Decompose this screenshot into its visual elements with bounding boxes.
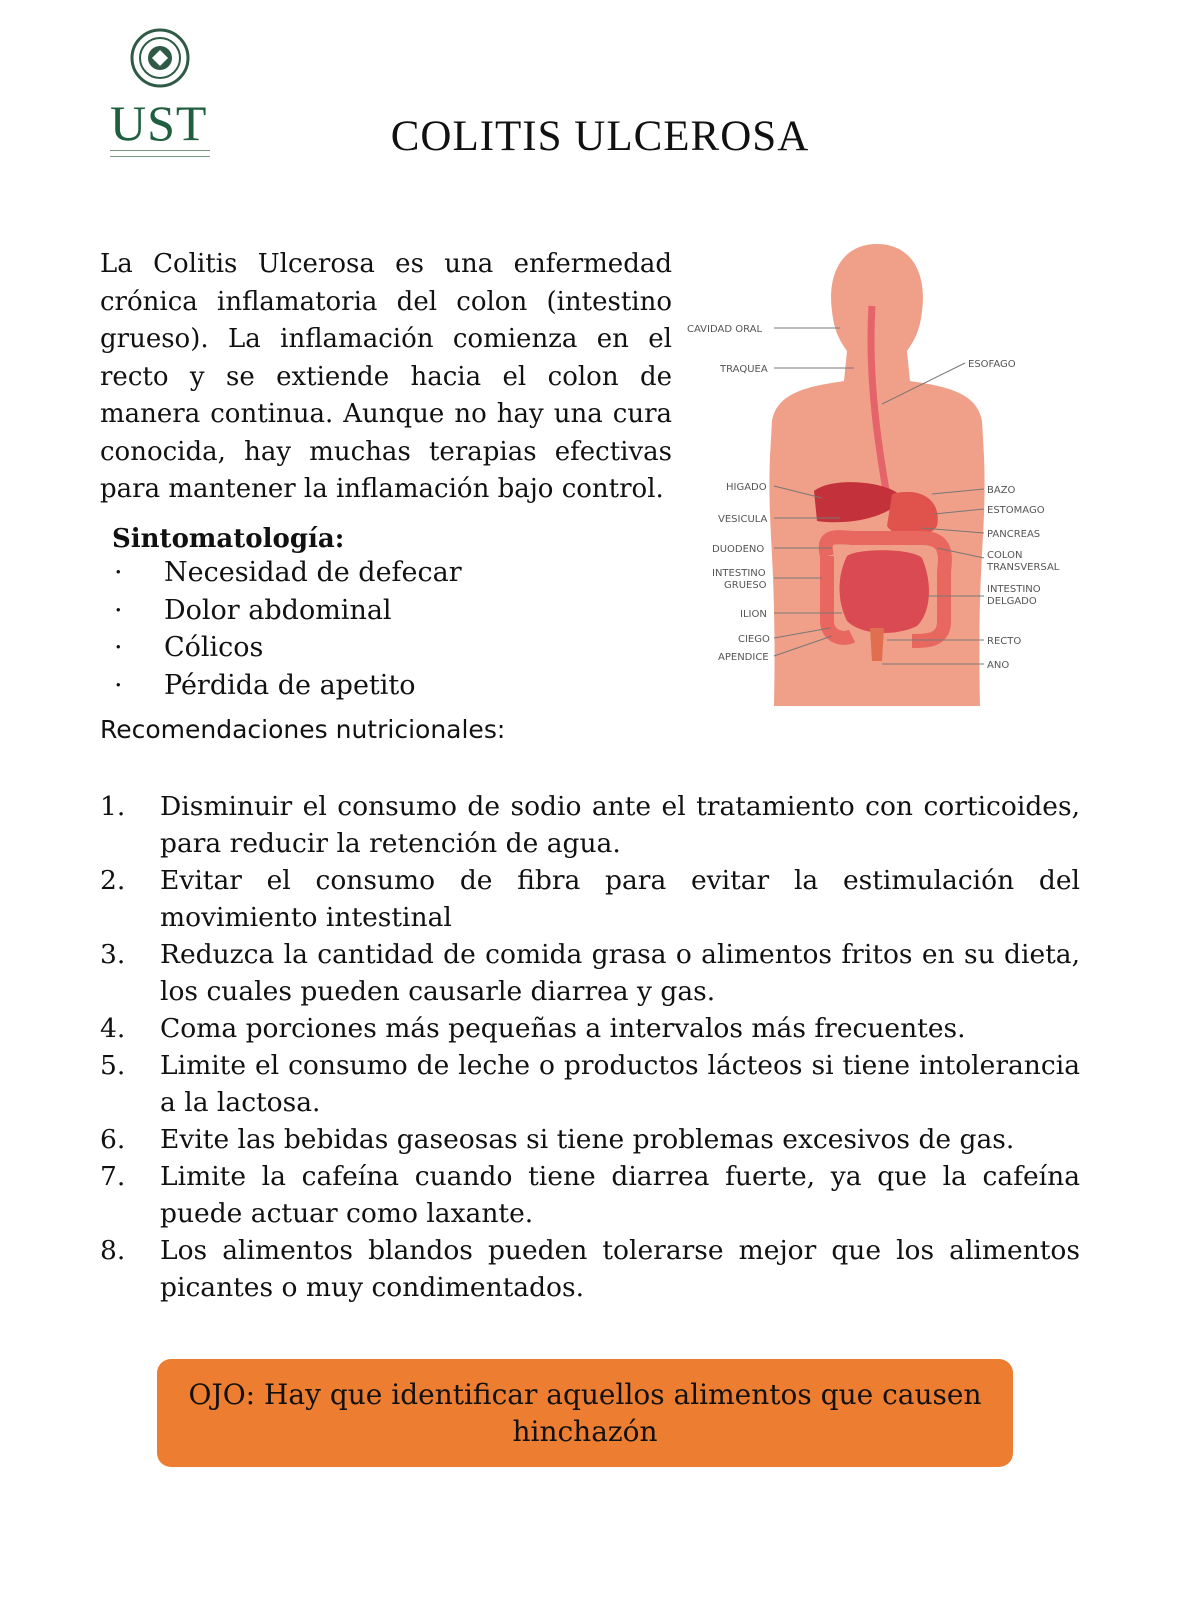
label-pancreas: PANCREAS [987, 529, 1041, 540]
label-delgado-1: INTESTINO [987, 584, 1041, 595]
item-number: 1. [100, 791, 126, 822]
list-item [100, 788, 1080, 862]
page-title: COLITIS ULCEROSA [390, 113, 810, 160]
label-esofago: ESOFAGO [968, 359, 1016, 370]
label-cavidad-oral: CAVIDAD ORAL [687, 324, 763, 335]
list-item [100, 1010, 1080, 1047]
list-item [100, 1047, 1080, 1121]
label-colon-2: TRANSVERSAL [987, 562, 1060, 573]
ust-logo [108, 28, 218, 163]
list-item: · Pérdida de apetito [112, 667, 462, 705]
logo-tagline-rule [110, 150, 210, 157]
item-number: 4. [100, 1013, 126, 1044]
list-item [100, 936, 1080, 1010]
list-item: · Cólicos [112, 629, 462, 667]
label-delgado-2: DELGADO [987, 596, 1037, 607]
label-bazo: BAZO [987, 485, 1016, 496]
item-number: 3. [100, 939, 126, 970]
item-text: Los alimentos blandos pueden tolerarse mejor que los alimentos picantes o muy condimentados. [160, 1235, 1080, 1303]
recommendations-list [100, 788, 1080, 1306]
rectum [870, 628, 884, 661]
item-number: 5. [100, 1050, 126, 1081]
label-ano: ANO [987, 660, 1010, 671]
symptoms-list [112, 554, 462, 704]
list-item [100, 1121, 1080, 1158]
item-number: 7. [100, 1161, 126, 1192]
label-intestino-grueso-1: INTESTINO [712, 568, 766, 579]
label-ilion: ILION [740, 609, 767, 620]
item-text: Evitar el consumo de fibra para evitar la estimulación del movimiento intestinal [160, 865, 1080, 933]
label-ciego: CIEGO [738, 634, 770, 645]
item-text: Limite la cafeína cuando tiene diarrea fuerte, ya que la cafeína puede actuar como laxante. [160, 1161, 1080, 1229]
label-intestino-grueso-2: GRUESO [724, 580, 767, 591]
list-item: · Dolor abdominal [112, 592, 462, 630]
recommendations-heading: Recomendaciones nutricionales: [100, 715, 506, 744]
item-number: 2. [100, 865, 126, 896]
item-text: Reduzca la cantidad de comida grasa o alimentos fritos en su dieta, los cuales pueden causarle diarrea y gas. [160, 939, 1080, 1007]
label-traquea: TRAQUEA [720, 364, 768, 375]
logo-brand: UST [110, 95, 208, 151]
list-item [100, 1232, 1080, 1306]
label-higado: HIGADO [726, 482, 767, 493]
list-item [100, 862, 1080, 936]
small-intestine [840, 550, 929, 633]
label-duodeno: DUODENO [712, 544, 765, 555]
intro-paragraph: La Colitis Ulcerosa es una enfermedad crónica inflamatoria del colon (intestino grueso). La inflamación comienza en el recto y se extiende hacia el colon de manera continua. Aunque no hay una cura conocida, hay muchas terapias efectivas para mantener la inflamación bajo control. [100, 249, 672, 504]
item-text: Coma porciones más pequeñas a intervalos más frecuentes. [160, 1013, 966, 1044]
university-seal-icon [130, 28, 190, 88]
item-text: Limite el consumo de leche o productos lácteos si tiene intolerancia a la lactosa. [160, 1050, 1080, 1118]
item-text: Disminuir el consumo de sodio ante el tratamiento con corticoides, para reducir la retención de agua. [160, 791, 1080, 859]
item-number: 8. [100, 1235, 126, 1266]
symptoms-heading: Sintomatología: [112, 524, 345, 554]
list-item [100, 1158, 1080, 1232]
label-vesicula: VESICULA [718, 514, 768, 525]
digestive-system-diagram [682, 236, 1072, 706]
warning-note: OJO: Hay que identificar aquellos alimentos que causen hinchazón [157, 1359, 1013, 1467]
item-text: Evite las bebidas gaseosas si tiene problemas excesivos de gas. [160, 1124, 1015, 1155]
item-number: 6. [100, 1124, 126, 1155]
label-estomago: ESTOMAGO [987, 505, 1045, 516]
label-recto: RECTO [987, 636, 1022, 647]
label-apendice: APENDICE [718, 652, 769, 663]
label-colon-1: COLON [987, 550, 1023, 561]
list-item: · Necesidad de defecar [112, 554, 462, 592]
